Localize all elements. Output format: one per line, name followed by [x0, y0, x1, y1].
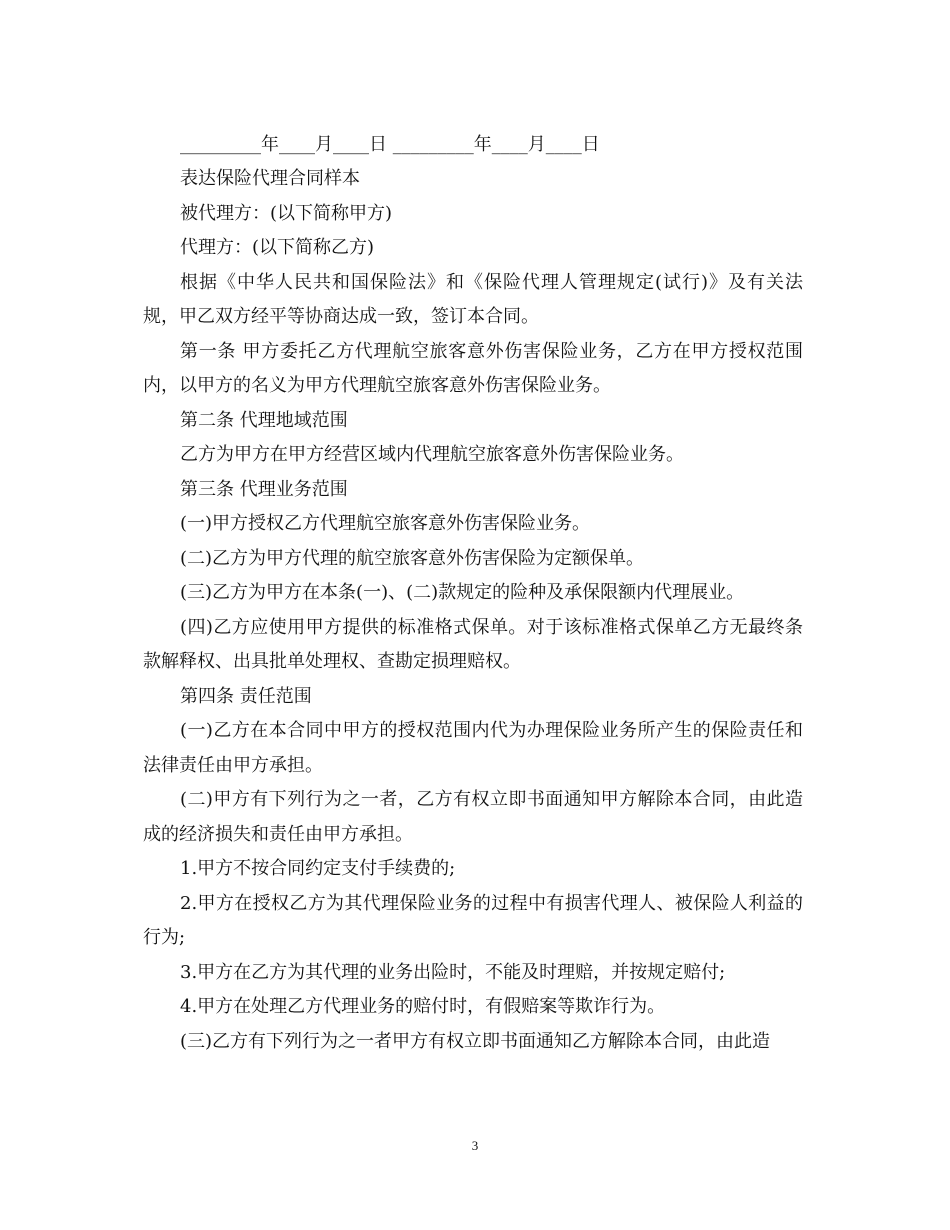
article-2-heading: 第二条 代理地域范围 [180, 409, 348, 431]
article-3-clause: (一)甲方授权乙方代理航空旅客意外伤害保险业务。 [180, 513, 591, 534]
article-1: 第一条 甲方委托乙方代理航空旅客意外伤害保险业务，乙方在甲方授权范围内，以甲方的名义为甲方代理航空旅客意外伤害保险业务。 [143, 340, 803, 396]
article-4-clause: (一)乙方在本合同中甲方的授权范围内代为办理保险业务所产生的保险责任和法律责任由甲方承担。 [143, 720, 803, 776]
list-item: 2.甲方在授权乙方为其代理保险业务的过程中有损害代理人、被保险人利益的行为; [143, 892, 803, 948]
article-4-clause: (二)甲方有下列行为之一者，乙方有权立即书面通知甲方解除本合同，由此造成的经济损失和责任由甲方承担。 [143, 789, 803, 845]
document-body [143, 128, 803, 1059]
article-4-clause: (三)乙方有下列行为之一者甲方有权立即书面通知乙方解除本合同，由此造 [180, 1030, 771, 1052]
document-title: 表达保险代理合同样本 [180, 168, 360, 189]
article-3-heading: 第三条 代理业务范围 [180, 478, 348, 500]
article-3-clause: (二)乙方为甲方代理的航空旅客意外伤害保险为定额保单。 [180, 547, 645, 569]
list-item: 1.甲方不按合同约定支付手续费的; [180, 858, 456, 879]
preamble-paragraph: 根据《中华人民共和国保险法》和《保险代理人管理规定(试行)》及有关法规，甲乙双方经平等协商达成一致，签订本合同。 [143, 271, 803, 327]
article-2-body: 乙方为甲方在甲方经营区域内代理航空旅客意外伤害保险业务。 [180, 444, 684, 465]
agent-party: 代理方：(以下简称乙方) [180, 237, 375, 258]
article-3-clause: (四)乙方应使用甲方提供的标准格式保单。对于该标准格式保单乙方无最终条款解释权、出具批单处理权、查勘定损理赔权。 [143, 616, 803, 672]
date-line: _________年____月____日 _________年____月____日 [180, 134, 600, 155]
article-3-clause: (三)乙方为甲方在本条(一)、(二)款规定的险种及承保限额内代理展业。 [180, 582, 745, 603]
principal-party: 被代理方：(以下简称甲方) [180, 202, 393, 224]
list-item: 4.甲方在处理乙方代理业务的赔付时，有假赔案等欺诈行为。 [180, 996, 666, 1017]
list-item: 3.甲方在乙方为其代理的业务出险时，不能及时理赔，并按规定赔付; [180, 961, 726, 983]
page-number: 3 [471, 1138, 479, 1153]
article-4-heading: 第四条 责任范围 [180, 685, 312, 707]
